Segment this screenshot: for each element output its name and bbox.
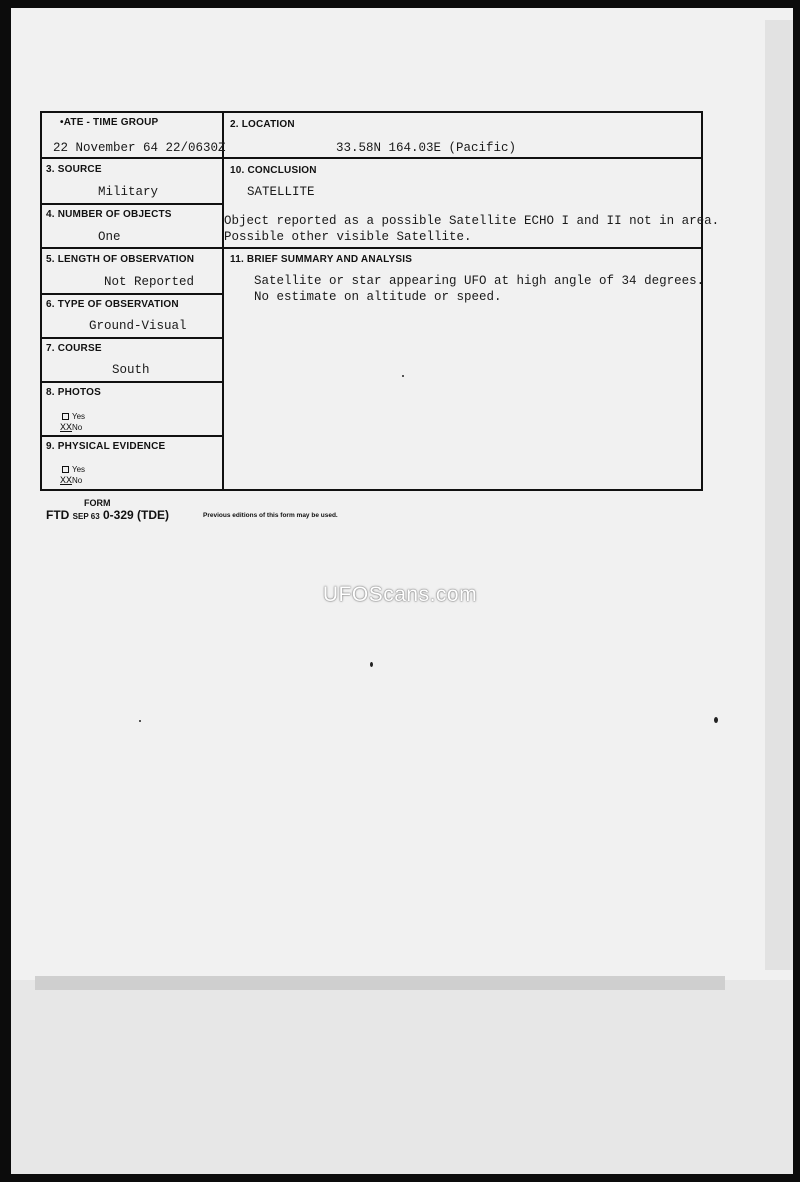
photos-no-mark: XX xyxy=(60,423,73,434)
photos-yes-checkbox xyxy=(62,413,69,420)
page-fold xyxy=(35,976,725,990)
physical-evidence-yes xyxy=(62,465,85,474)
conclusion-value: SATELLITE xyxy=(247,185,315,199)
photos-no xyxy=(60,423,82,434)
column-divider xyxy=(222,113,224,489)
page-shadow xyxy=(765,20,793,970)
row-divider xyxy=(42,435,222,437)
course-value: South xyxy=(112,363,150,377)
watermark-text: UFOScans.com xyxy=(322,583,478,606)
row-divider xyxy=(42,203,222,205)
date-time-group-value: 22 November 64 22/0630Z xyxy=(53,141,226,155)
number-of-objects-value: One xyxy=(98,230,121,244)
location-value: 33.58N 164.03E (Pacific) xyxy=(336,141,517,155)
row-divider xyxy=(42,157,703,159)
scan-speck xyxy=(370,662,373,667)
row-divider xyxy=(42,381,222,383)
source-value: Military xyxy=(98,185,159,199)
form-number: 0-329 (TDE) xyxy=(103,508,170,522)
form-id: FTD xyxy=(46,508,70,522)
photos-yes-label: Yes xyxy=(72,412,86,421)
physical-evidence-no-label: No xyxy=(72,476,83,485)
course-label: 7. COURSE xyxy=(46,343,102,354)
conclusion-label: 10. CONCLUSION xyxy=(230,165,317,176)
type-of-observation-label: 6. TYPE OF OBSERVATION xyxy=(46,299,179,310)
scan-speck xyxy=(714,717,718,723)
length-of-observation-label: 5. LENGTH OF OBSERVATION xyxy=(46,254,195,265)
row-divider xyxy=(42,337,222,339)
conclusion-detail-line2: Possible other visible Satellite. xyxy=(224,230,472,244)
scan-speck xyxy=(402,375,404,377)
physical-evidence-no xyxy=(60,476,82,487)
scan-speck xyxy=(139,720,141,722)
physical-evidence-yes-checkbox xyxy=(62,466,69,473)
form-word: FORM xyxy=(84,498,111,508)
row-divider xyxy=(42,247,703,249)
form-note: Previous editions of this form may be used. xyxy=(203,512,338,519)
source-label: 3. SOURCE xyxy=(46,164,102,175)
conclusion-detail-line1: Object reported as a possible Satellite ECHO I and II not in area. xyxy=(224,214,720,228)
row-divider xyxy=(42,293,222,295)
photos-no-label: No xyxy=(72,423,83,432)
form-date: SEP 63 xyxy=(72,512,100,521)
location-label: 2. LOCATION xyxy=(230,119,295,130)
physical-evidence-no-mark: XX xyxy=(60,476,73,487)
physical-evidence-label: 9. PHYSICAL EVIDENCE xyxy=(46,441,166,452)
project-record-card xyxy=(40,111,720,491)
lower-page xyxy=(11,980,793,1174)
physical-evidence-yes-label: Yes xyxy=(72,465,86,474)
number-of-objects-label: 4. NUMBER OF OBJECTS xyxy=(46,209,172,220)
brief-summary-line1: Satellite or star appearing UFO at high angle of 34 degrees. xyxy=(254,274,705,288)
brief-summary-label: 11. BRIEF SUMMARY AND ANALYSIS xyxy=(230,254,413,265)
photos-label: 8. PHOTOS xyxy=(46,387,101,398)
form-identifier xyxy=(46,508,169,522)
length-of-observation-value: Not Reported xyxy=(104,275,195,289)
photos-yes xyxy=(62,412,85,421)
brief-summary-line2: No estimate on altitude or speed. xyxy=(254,290,502,304)
type-of-observation-value: Ground-Visual xyxy=(89,319,187,333)
date-time-group-label: •ATE - TIME GROUP xyxy=(60,117,159,128)
